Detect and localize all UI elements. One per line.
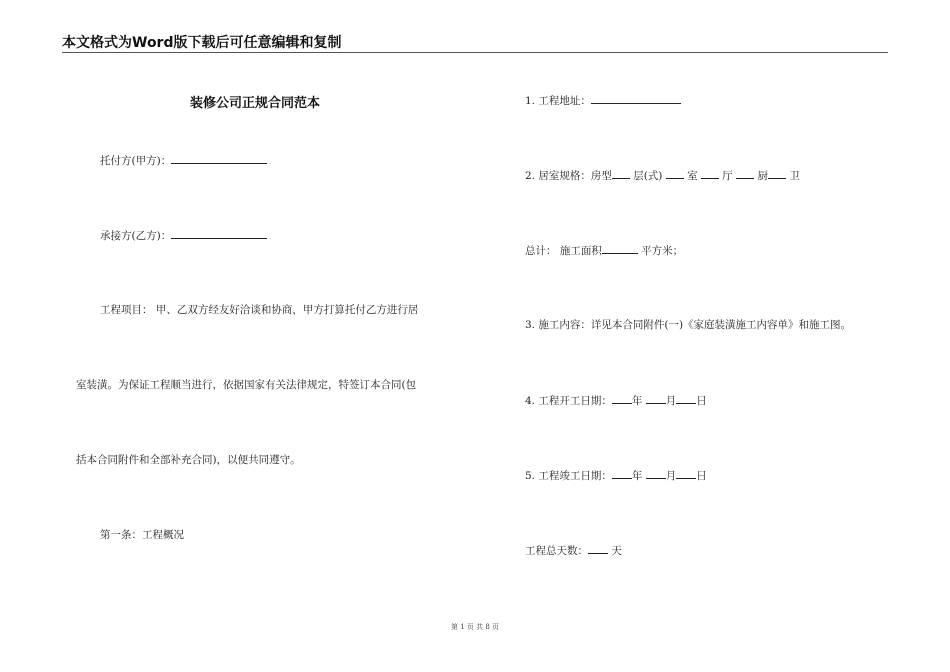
start-day-blank[interactable]: [676, 393, 696, 404]
address-line: [525, 93, 681, 108]
total-days-line: [525, 543, 622, 558]
start-date-line: [525, 393, 707, 408]
party-b-line: [100, 228, 267, 243]
end-year-label: 年: [631, 470, 643, 482]
layout-room-label: 室: [687, 170, 698, 182]
end-day-label: 日: [696, 470, 707, 482]
layout-label: 2. 居室规格：房型: [525, 170, 612, 182]
total-days-unit: 天: [611, 545, 622, 557]
page-footer: 第 1 页 共 8 页: [450, 623, 500, 631]
area-unit-label: 平方米；: [641, 245, 684, 257]
total-area-label: 总计： 施工面积: [525, 245, 602, 257]
party-b-label: 承接方(乙方)：: [100, 230, 172, 242]
party-a-line: [100, 153, 267, 168]
end-day-blank[interactable]: [676, 468, 696, 479]
document-title: 装修公司正规合同范本: [190, 96, 321, 111]
layout-type-blank[interactable]: [612, 168, 630, 179]
end-date-line: [525, 468, 707, 483]
end-month-blank[interactable]: [646, 468, 666, 479]
project-paragraph-line-3: 括本合同附件和全部补充合同)，以便共同遵守。: [76, 454, 301, 466]
document-header: 本文格式为Word版下载后可任意编辑和复制: [62, 35, 342, 51]
end-month-label: 月: [665, 470, 677, 482]
start-date-label: 4. 工程开工日期：: [525, 395, 612, 407]
layout-kitchen-label: 厨: [757, 170, 768, 182]
hall-count-blank[interactable]: [701, 168, 719, 179]
party-b-blank[interactable]: [171, 228, 267, 239]
project-paragraph-line-2: 室装潢。为保证工程顺当进行，依据国家有关法律规定，特签订本合同(包: [76, 379, 417, 391]
end-date-label: 5. 工程竣工日期：: [525, 470, 612, 482]
address-blank[interactable]: [591, 93, 681, 104]
start-year-blank[interactable]: [612, 393, 632, 404]
work-content-line: 3. 施工内容：详见本合同附件(一)《家庭装潢施工内容单》和施工图。: [525, 319, 852, 331]
total-days-label: 工程总天数：: [525, 545, 588, 557]
start-month-blank[interactable]: [646, 393, 666, 404]
start-day-label: 日: [696, 395, 707, 407]
layout-hall-label: 厅: [722, 170, 733, 182]
start-month-label: 月: [665, 395, 677, 407]
end-year-blank[interactable]: [612, 468, 632, 479]
total-area-line: [525, 243, 683, 258]
party-a-label: 托付方(甲方)：: [100, 155, 172, 167]
layout-bath-label: 卫: [789, 170, 800, 182]
room-count-blank[interactable]: [666, 168, 684, 179]
layout-floor-label: 层(式): [633, 170, 663, 182]
kitchen-count-blank[interactable]: [736, 168, 754, 179]
layout-line: [525, 168, 800, 183]
article-1-heading: 第一条：工程概况: [100, 529, 184, 541]
party-a-blank[interactable]: [171, 153, 267, 164]
total-days-blank[interactable]: [588, 543, 608, 554]
project-paragraph-line-1: 工程项目： 甲、乙双方经友好洽谈和协商，甲方打算托付乙方进行居: [100, 304, 419, 316]
start-year-label: 年: [631, 395, 643, 407]
bath-count-blank[interactable]: [768, 168, 786, 179]
area-blank[interactable]: [602, 243, 638, 254]
address-label: 1. 工程地址：: [525, 95, 591, 107]
header-divider: [62, 52, 888, 53]
